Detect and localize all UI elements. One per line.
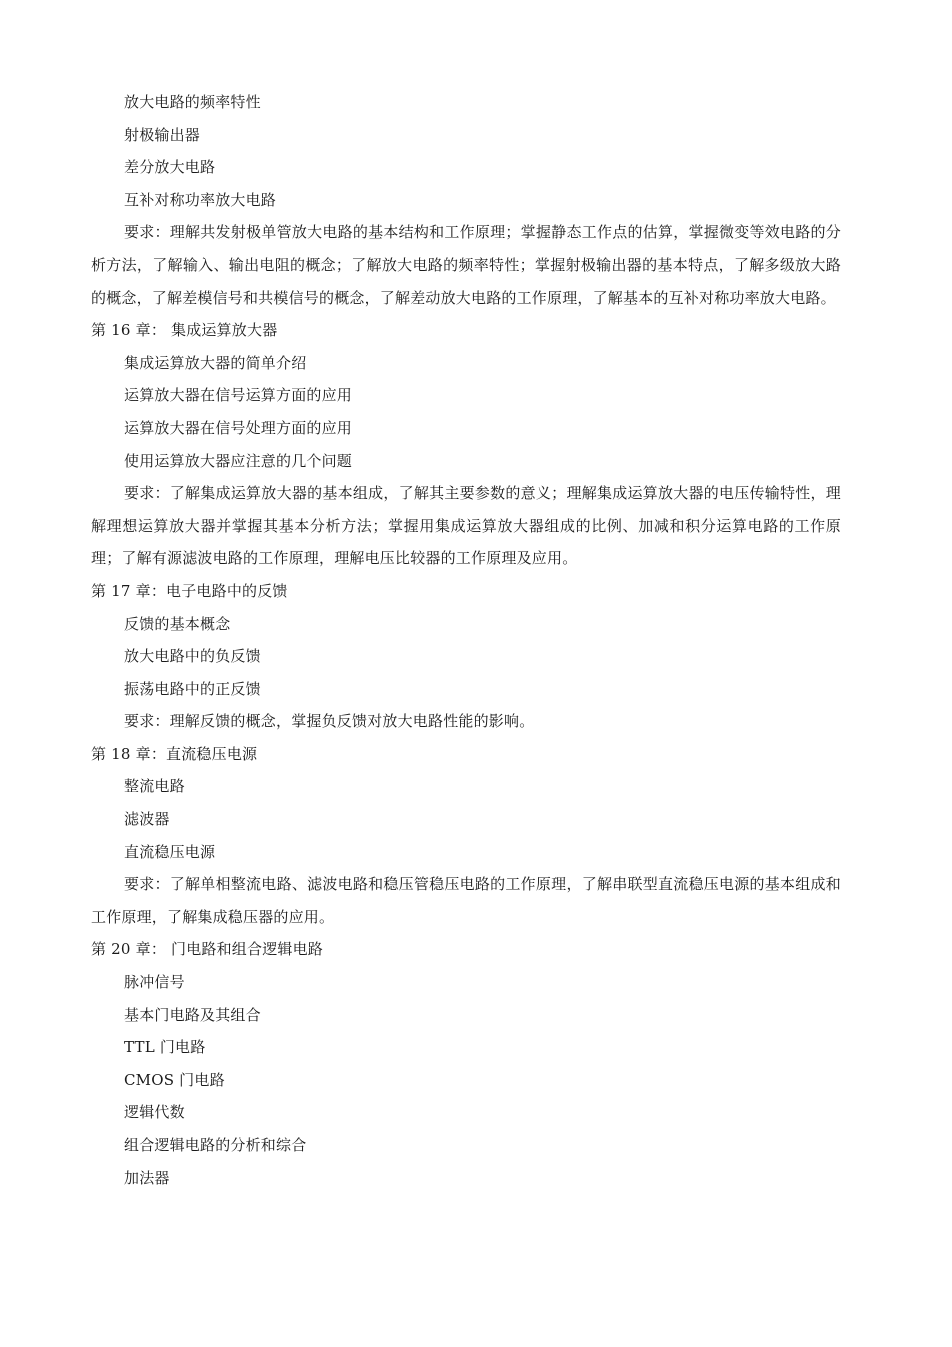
list-item: 组合逻辑电路的分析和综合 (124, 1136, 307, 1154)
chapter-heading: 第 16 章： 集成运算放大器 (91, 321, 278, 340)
list-item: 滤波器 (124, 810, 170, 829)
list-item: 互补对称功率放大电路 (124, 190, 277, 209)
list-item: 放大电路的频率特性 (124, 93, 261, 111)
requirement-paragraph: 要求：了解集成运算放大器的基本组成，了解其主要参数的意义；理解集成运算放大器的电压传输特性，理解理想运算放大器并掌握其基本分析方法；掌握用集成运算放大器组成的比例、加减和积分运算电路的工作原理；了解有源滤波电路的工作原理，理解电压比较器的工作原理及应用。 (91, 484, 841, 568)
syllabus-content (91, 86, 841, 1194)
list-item: 放大电路中的负反馈 (124, 647, 261, 666)
list-item: CMOS 门电路 (124, 1070, 225, 1089)
list-item: 加法器 (124, 1168, 170, 1187)
chapter-heading: 第 20 章： 门电路和组合逻辑电路 (91, 940, 323, 959)
list-item: 逻辑代数 (124, 1103, 185, 1122)
list-item: 差分放大电路 (124, 158, 216, 177)
chapter-heading: 第 18 章：直流稳压电源 (91, 744, 258, 763)
list-item: 脉冲信号 (124, 973, 185, 992)
requirement-paragraph: 要求：理解共发射极单管放大电路的基本结构和工作原理；掌握静态工作点的估算，掌握微变等效电路的分析方法，了解输入、输出电阻的概念；了解放大电路的频率特性；掌握射极输出器的基本特点，了解多级放大路的概念，了解差模信号和共模信号的概念，了解差动放大电路的工作原理，了解基本的互补对称功率放大电路。 (91, 223, 841, 307)
chapter-heading: 第 17 章：电子电路中的反馈 (91, 581, 288, 600)
list-item: 直流稳压电源 (124, 842, 216, 861)
list-item: 整流电路 (124, 777, 185, 796)
list-item: 基本门电路及其组合 (124, 1005, 261, 1024)
list-item: 运算放大器在信号运算方面的应用 (124, 386, 353, 405)
list-item: TTL 门电路 (124, 1038, 206, 1057)
list-item: 使用运算放大器应注意的几个问题 (124, 451, 353, 470)
list-item: 运算放大器在信号处理方面的应用 (124, 418, 353, 437)
list-item: 射极输出器 (124, 125, 201, 144)
requirement-paragraph: 要求：理解反馈的概念，掌握负反馈对放大电路性能的影响。 (124, 712, 535, 731)
list-item: 集成运算放大器的简单介绍 (124, 353, 307, 372)
list-item: 反馈的基本概念 (124, 614, 231, 633)
list-item: 振荡电路中的正反馈 (124, 679, 261, 698)
requirement-paragraph: 要求：了解单相整流电路、滤波电路和稳压管稳压电路的工作原理，了解串联型直流稳压电源的基本组成和工作原理，了解集成稳压器的应用。 (91, 875, 841, 926)
